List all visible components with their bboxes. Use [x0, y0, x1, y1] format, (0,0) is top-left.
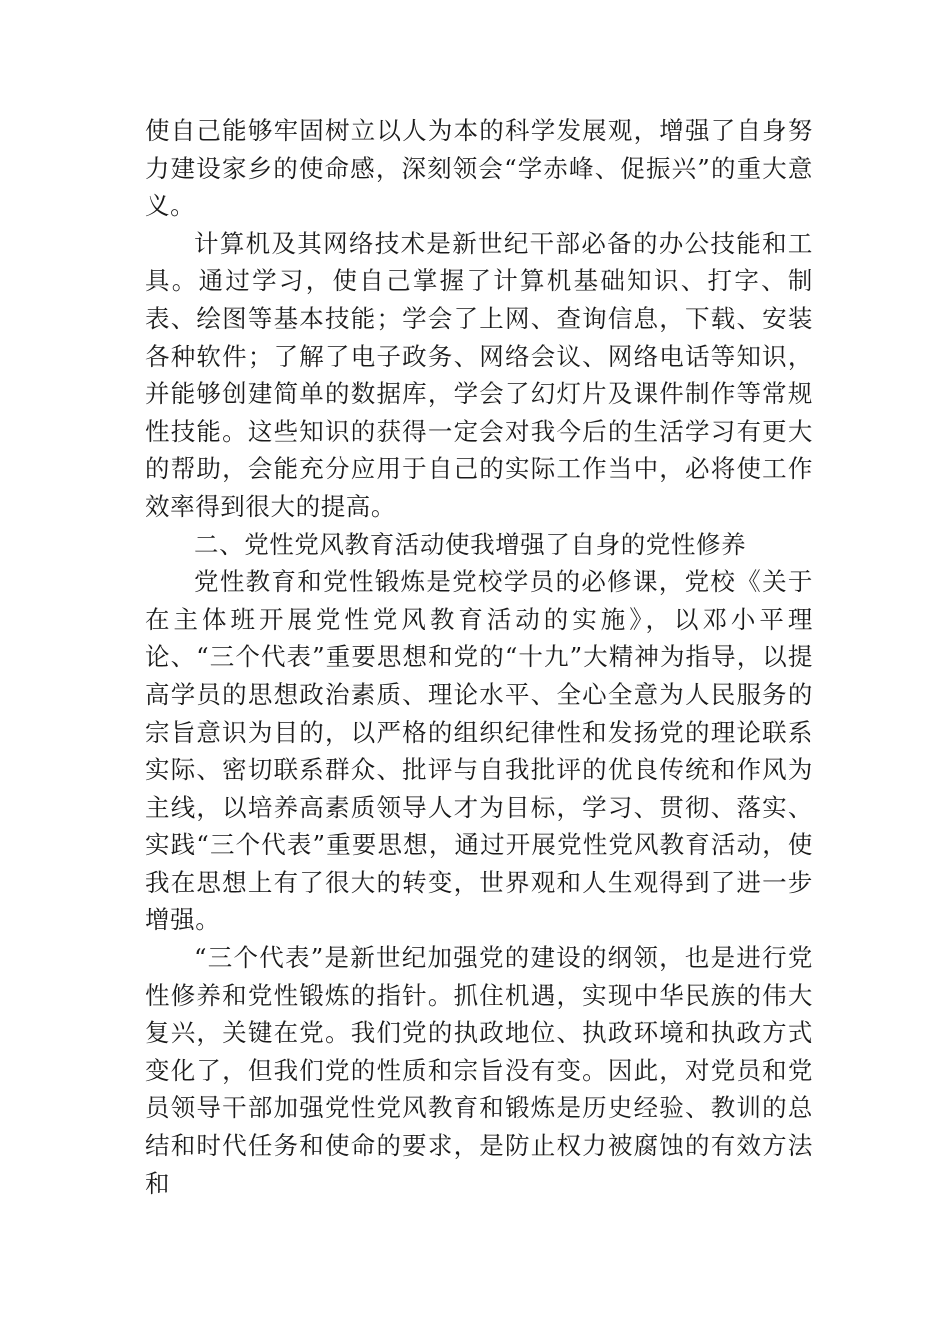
- paragraph-three-represents: “三个代表”是新世纪加强党的建设的纲领，也是进行党性修养和党性锻炼的指针。抓住机遇，实现中华民族的伟大复兴，关键在党。我们党的执政地位、执政环境和执政方式变化了，但我们党的性质和宗旨没有变。因此，对党员和党员领导干部加强党性党风教育和锻炼是历史经验、教训的总结和时代任务和使命的要求，是防止权力被腐蚀的有效方法和: [145, 943, 813, 1198]
- paragraph-computer-skills: 计算机及其网络技术是新世纪干部必备的办公技能和工具。通过学习，使自己掌握了计算机基础知识、打字、制表、绘图等基本技能；学会了上网、查询信息，下载、安装各种软件；了解了电子政务、网络会议、网络电话等知识，并能够创建简单的数据库，学会了幻灯片及课件制作等常规性技能。这些知识的获得一定会对我今后的生活学习有更大的帮助，会能充分应用于自己的实际工作当中，必将使工作效率得到很大的提高。: [145, 228, 813, 521]
- paragraph-party-education: 党性教育和党性锻炼是党校学员的必修课，党校《关于在主体班开展党性党风教育活动的实施》，以邓小平理论、“三个代表”重要思想和党的“十九”大精神为指导，以提高学员的思想政治素质、理论水平、全心全意为人民服务的宗旨意识为目的，以严格的组织纪律性和发扬党的理论联系实际、密切联系群众、批评与自我批评的优良传统和作风为主线，以培养高素质领导人才为目标，学习、贯彻、落实、实践“三个代表”重要思想，通过开展党性党风教育活动，使我在思想上有了很大的转变，世界观和人生观得到了进一步增强。: [145, 567, 813, 935]
- section-heading: 二、党性党风教育活动使我增强了自身的党性修养: [194, 529, 747, 559]
- document-page: [145, 112, 813, 1202]
- paragraph-continuation: 使自己能够牢固树立以人为本的科学发展观，增强了自身努力建设家乡的使命感，深刻领会“学赤峰、促振兴”的重大意义。: [145, 116, 813, 221]
